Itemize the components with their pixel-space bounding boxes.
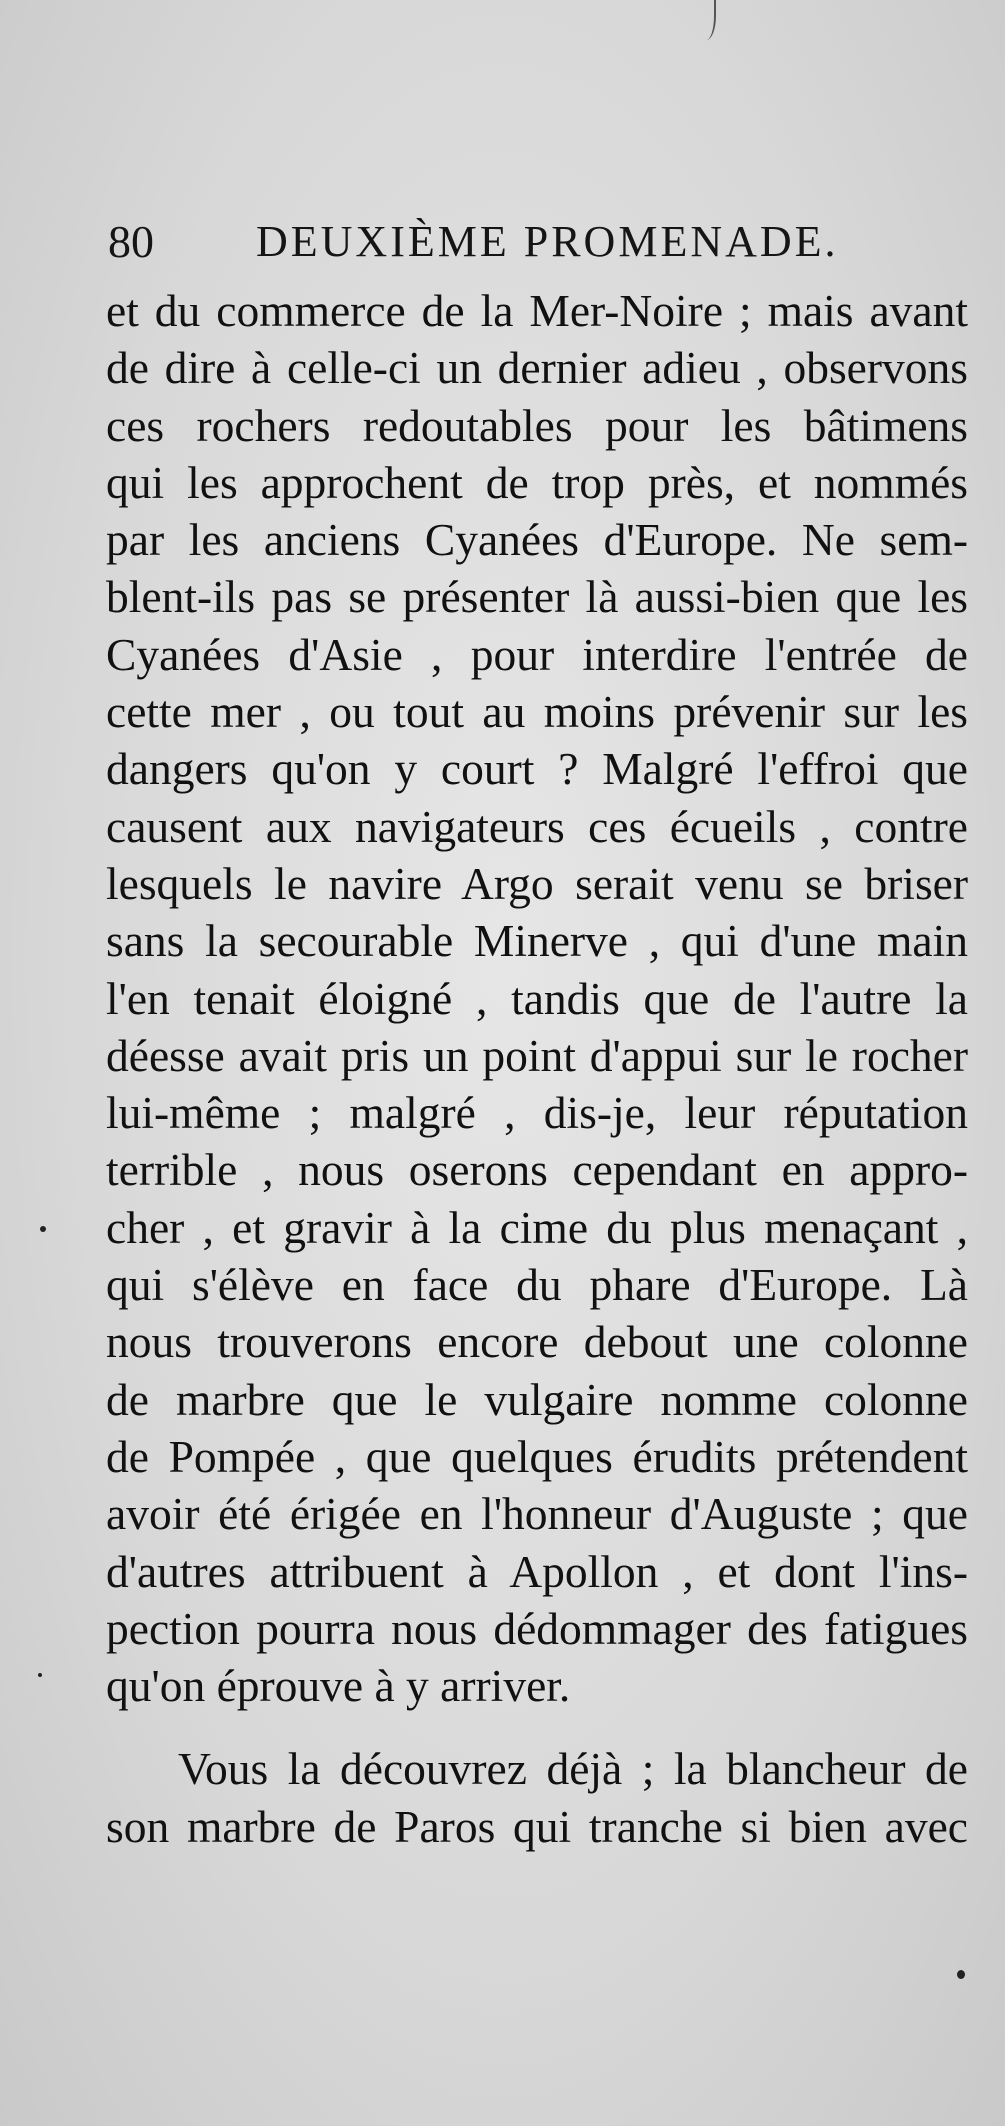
text-line: pection pourra nous dédommager des fatigues: [106, 1602, 968, 1654]
text-line: lui-même ; malgré , dis-je, leur réputation: [106, 1087, 968, 1139]
text-line: Cyanées d'Asie , pour interdire l'entrée de: [106, 628, 968, 680]
page-number: 80: [108, 216, 154, 267]
text-line: terrible , nous oserons cependant en appro-: [106, 1144, 968, 1196]
text-line: par les anciens Cyanées d'Europe. Ne sem-: [106, 514, 968, 566]
text-line: dangers qu'on y court ? Malgré l'effroi que: [106, 743, 968, 795]
ink-speck: [38, 1673, 42, 1677]
text-line: de Pompée , que quelques érudits prétendent: [106, 1430, 968, 1482]
text-line: son marbre de Paros qui tranche si bien avec: [106, 1800, 968, 1852]
text-line: nous trouverons encore debout une colonne: [106, 1316, 968, 1368]
text-line: de marbre que le vulgaire nomme colonne: [106, 1373, 968, 1425]
paper-scratch-mark: [700, 0, 716, 40]
text-line: et du commerce de la Mer-Noire ; mais avant: [106, 285, 968, 336]
text-line: causent aux navigateurs ces écueils , contre: [106, 800, 968, 852]
running-head: [108, 212, 968, 272]
text-line: blent-ils pas se présenter là aussi-bien que les: [106, 571, 968, 623]
body-text: [106, 282, 968, 1855]
text-line: cette mer , ou tout au moins prévenir sur les: [106, 686, 968, 738]
text-line: Vous la découvrez déjà ; la blancheur de: [178, 1743, 968, 1795]
text-line: sans la secourable Minerve , qui d'une main: [106, 915, 968, 967]
text-line: qui s'élève en face du phare d'Europe. Là: [106, 1259, 968, 1311]
text-line: qui les approchent de trop près, et nommés: [106, 456, 968, 508]
text-line: cher , et gravir à la cime du plus menaçant ,: [106, 1201, 968, 1253]
text-line: ces rochers redoutables pour les bâtimens: [106, 399, 968, 451]
text-line: avoir été érigée en l'honneur d'Auguste ; que: [106, 1488, 968, 1540]
text-line: l'en tenait éloigné , tandis que de l'autre la: [106, 972, 968, 1024]
ink-speck: [40, 1226, 46, 1232]
text-line: de dire à celle-ci un dernier adieu , observons: [106, 342, 968, 394]
text-line: déesse avait pris un point d'appui sur le rocher: [106, 1029, 968, 1081]
ink-speck: [957, 1970, 965, 1979]
running-title: DEUXIÈME PROMENADE.: [256, 217, 839, 266]
text-line: lesquels le navire Argo serait venu se briser: [106, 857, 968, 909]
text-line: qu'on éprouve à y arriver.: [106, 1660, 571, 1712]
text-line: d'autres attribuent à Apollon , et dont l'ins-: [106, 1545, 968, 1597]
